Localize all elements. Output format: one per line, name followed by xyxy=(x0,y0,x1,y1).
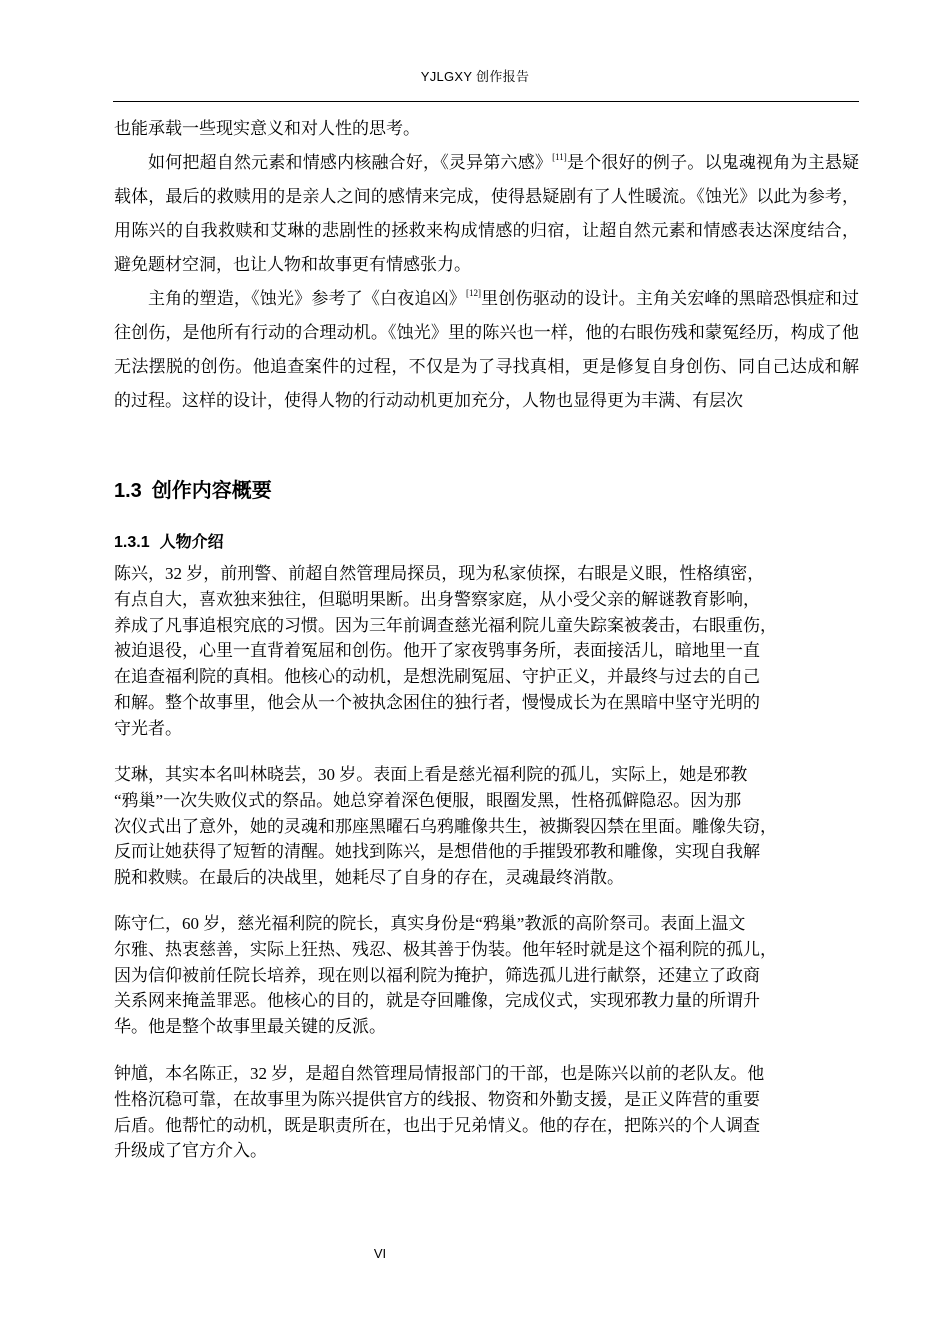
page-header: YJLGXY 创作报告 xyxy=(420,69,530,84)
text-line: 陈守仁，60 岁，慈光福利院的院长，真实身份是“鸦巢”教派的高阶祭司。表面上温文 xyxy=(114,914,746,933)
text-line: 因为信仰被前任院长培养，现在则以福利院为掩护，筛选孤儿进行献祭，还建立了政商 xyxy=(114,965,760,985)
intro-paragraph-3 xyxy=(114,282,859,418)
page-number: VI xyxy=(373,1246,387,1261)
character-chenshouren xyxy=(114,911,854,1040)
text-line: 关系网来掩盖罪恶。他核心的目的，就是夺回雕像，完成仪式，实现邪教力量的所谓升 xyxy=(114,991,760,1011)
subsection-number: 1.3.1 xyxy=(114,534,150,551)
page-content xyxy=(114,112,860,1161)
paragraph-text: 是个很好的例子。以鬼魂视角为主悬疑载体，最后的救赎用的是亲人之间的感情来完成，使得悬疑剧有了人性暖流。《蚀光》以此为参考，用陈兴的自我救赎和艾琳的悲剧性的拯救来构成情感的归宿，让超自然元素和情感表达深度结合，避免题材空洞，也让人物和故事更有情感张力。 xyxy=(114,153,860,274)
intro-paragraph-2 xyxy=(114,146,859,282)
text-line: 养成了凡事追根究底的习惯。因为三年前调查慈光福利院儿童失踪案被袭击，右眼重伤， xyxy=(114,615,777,635)
paragraph-text: 里创伤驱动的设计。主角关宏峰的黑暗恐惧症和过往创伤，是他所有行动的合理动机。《蚀光》里的陈兴也一样，他的右眼伤残和蒙冤经历，构成了他无法摆脱的创伤。他追查案件的过程，不仅是为了寻找真相，更是修复自身创伤、同自己达成和解的过程。这样的设计，使得人物的行动动机更加充分，人物也显得更为丰满、有层次 xyxy=(114,289,860,410)
text-line: 升级成了官方介入。 xyxy=(114,1141,267,1161)
character-ailin xyxy=(114,762,854,891)
text-line: 后盾。他帮忙的动机，既是职责所在，也出于兄弟情义。他的存在，把陈兴的个人调查 xyxy=(114,1115,760,1135)
section-number: 1.3 xyxy=(114,480,142,502)
text-line: 陈兴，32 岁，前刑警、前超自然管理局探员，现为私家侦探，右眼是义眼，性格缜密， xyxy=(114,564,765,583)
subsection-heading xyxy=(114,529,224,552)
intro-paragraph-1: 也能承载一些现实意义和对人性的思考。 xyxy=(114,119,420,138)
paragraph-text: 主角的塑造，《蚀光》参考了《白夜追凶》 xyxy=(148,289,466,308)
text-line: 性格沉稳可靠，在故事里为陈兴提供官方的线报、物资和外勤支援，是正义阵营的重要 xyxy=(114,1089,760,1109)
text-line: 在追查福利院的真相。他核心的动机，是想洗刷冤屈、守护正义，并最终与过去的自己 xyxy=(114,667,760,687)
text-line: 钟馗，本名陈正，32 岁，是超自然管理局情报部门的干部，也是陈兴以前的老队友。他 xyxy=(114,1064,765,1083)
text-line: 守光者。 xyxy=(114,718,182,738)
text-line: 有点自大，喜欢独来独往，但聪明果断。出身警察家庭，从小受父亲的解谜教育影响， xyxy=(114,589,760,609)
section-title: 创作内容概要 xyxy=(151,480,272,502)
text-line: 艾琳，其实本名叫林晓芸，30 岁。表面上看是慈光福利院的孤儿，实际上，她是邪教 xyxy=(114,765,748,784)
citation-ref: [12] xyxy=(465,288,481,298)
text-line: 华。他是整个故事里最关键的反派。 xyxy=(114,1017,386,1037)
text-line: 尔雅、热衷慈善，实际上狂热、残忍、极其善于伪装。他年轻时就是这个福利院的孤儿， xyxy=(114,939,777,959)
section-heading xyxy=(114,474,272,503)
citation-ref: [11] xyxy=(552,152,567,162)
text-line: 次仪式出了意外，她的灵魂和那座黑曜石乌鸦雕像共生，被撕裂囚禁在里面。雕像失窃， xyxy=(114,816,777,836)
subsection-title: 人物介绍 xyxy=(159,534,224,551)
text-line: “鸦巢”一次失败仪式的祭品。她总穿着深色便服，眼圈发黑，性格孤僻隐忍。因为那 xyxy=(114,790,742,810)
text-line: 被迫退役，心里一直背着冤屈和创伤。他开了家夜鸮事务所，表面接活儿，暗地里一直 xyxy=(114,641,760,661)
character-chenxing xyxy=(114,561,854,742)
text-line: 和解。整个故事里，他会从一个被执念困住的独行者，慢慢成长为在黑暗中坚守光明的 xyxy=(114,692,760,712)
paragraph-text: 如何把超自然元素和情感内核融合好，《灵异第六感》 xyxy=(148,153,553,172)
character-zhongkui xyxy=(114,1061,854,1164)
header-divider xyxy=(113,101,859,102)
text-line: 脱和救赎。在最后的决战里，她耗尽了自身的存在，灵魂最终消散。 xyxy=(114,868,624,888)
text-line: 反而让她获得了短暂的清醒。她找到陈兴，是想借他的手摧毁邪教和雕像，实现自我解 xyxy=(114,842,760,862)
